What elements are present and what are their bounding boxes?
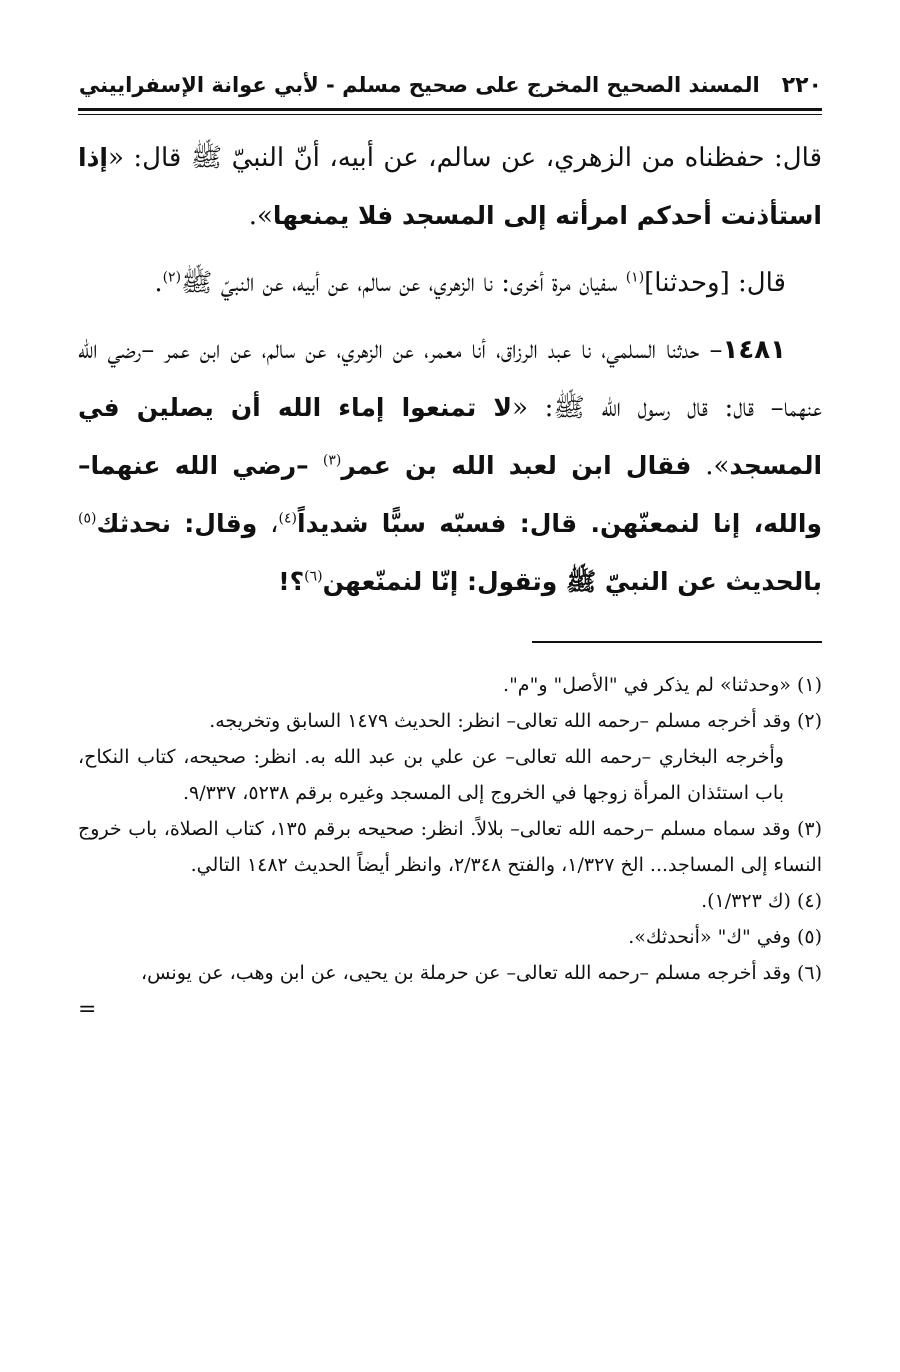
hadith-isnad: – حدثنا السلمي، نا عبد الرزاق، أنا معمر، عن الزهري، عن سالم، عن ابن عمر –رضي الله عنهما– قال: قال رسول الله ﷺ: « (78, 335, 822, 423)
footnote-text: وقد أخرجه مسلم –رحمه الله تعالى– عن حرملة بن يحيى، عن ابن وهب، عن يونس، (141, 962, 797, 984)
page (78, 64, 822, 1332)
hadith-text-c: ، (257, 509, 279, 539)
hadith-bold-3: –رضي الله عنهما– والله، إنا لنمعنّهن. قال: فسبّه سبًّا شديداً (78, 451, 822, 538)
header-rule-thick (78, 108, 822, 111)
footnote-mark: (٢) (796, 710, 822, 732)
footnote-2 (78, 703, 822, 739)
page-number: ٢٢٠ (781, 72, 822, 98)
paragraph-2 (78, 255, 822, 312)
footnote-3 (78, 811, 822, 883)
hadith-bold-5: بالحديث عن النبيّ ﷺ وتقول: إنّا لنمنّعهن (322, 567, 822, 596)
hadith-bold-2: فقال ابن لعبد الله بن عمر (341, 451, 692, 480)
hadith-matn: لا تمنعوا إماء الله أن يصلين في المسجد (78, 393, 823, 480)
footnote-ref-5[interactable]: (٥) (78, 510, 97, 527)
footnote-text: وفي "ك" «أنحدثك». (628, 926, 797, 948)
footnote-ref-1[interactable]: (١) (625, 269, 645, 286)
p1-quote: إذا استأذنت أحدكم امرأته إلى المسجد فلا يمنعها (78, 143, 822, 230)
footnote-ref-4[interactable]: (٤) (278, 510, 298, 527)
footnote-text: وقد سماه مسلم –رحمه الله تعالى– بلالاً. انظر: صحيحه برقم ١٣٥، كتاب الصلاة، باب خروج النساء إلى المساجد... الخ ١/٣٢٧، والفتح ٢/٣٤٨، وانظر أيضاً الحديث ١٤٨٢ التالي. (78, 818, 822, 876)
footnote-text: وقد أخرجه مسلم –رحمه الله تعالى– انظر: الحديث ١٤٧٩ السابق وتخريجه. (209, 710, 797, 732)
hadith-end: ؟! (278, 567, 305, 596)
p2-text-b: سفيان مرة أخرى: نا الزهري، عن سالم، عن أبيه، عن النبيّ ﷺ (181, 268, 626, 298)
footnote-mark: (٣) (796, 818, 822, 840)
hadith-1481 (78, 322, 822, 611)
footnote-5 (78, 919, 822, 955)
footnote-mark: (٦) (796, 962, 822, 984)
footnote-4 (78, 883, 822, 919)
p2-text-a: قال: [وحدثنا] (644, 268, 786, 298)
footnote-1 (78, 667, 822, 703)
footnote-2-continued (78, 739, 822, 811)
footnote-text: «وحدثنا» لم يذكر في "الأصل" و"م". (503, 674, 797, 696)
footnote-mark: (٥) (796, 926, 822, 948)
running-title: المسند الصحيح المخرج على صحيح مسلم - لأبي عوانة الإسفراييني (78, 73, 760, 97)
hadith-bold-4: وقال: نحدثك (96, 509, 258, 538)
p1-text: قال: حفظناه من الزهري، عن سالم، عن أبيه، أنّ النبيّ ﷺ قال: « (107, 143, 822, 173)
hadith-number: ١٤٨١ (722, 335, 786, 365)
footnotes (78, 667, 822, 1021)
footnote-mark: (٤) (796, 890, 822, 912)
footnote-ref-6[interactable]: (٦) (304, 568, 323, 585)
hadith-text-b: ». (691, 451, 730, 481)
footnote-ref-3[interactable]: (٣) (322, 452, 342, 469)
main-text (78, 129, 822, 611)
running-header (78, 64, 822, 106)
footnote-ref-2[interactable]: (٢) (162, 269, 182, 286)
header-rule-thin (78, 114, 822, 115)
continuation-mark: = (78, 997, 97, 1022)
p1-end: ». (248, 201, 273, 231)
footnote-mark: (١) (796, 674, 822, 696)
footnote-separator (532, 641, 822, 643)
paragraph-1 (78, 129, 822, 245)
footnote-text: (ك ١/٣٢٣). (701, 890, 797, 912)
footnote-6 (78, 955, 822, 991)
p2-text-c: . (154, 268, 163, 298)
footnote-text: وأخرجه البخاري –رحمه الله تعالى– عن علي بن عبد الله به. انظر: صحيحه، كتاب النكاح، باب استئذان المرأة زوجها في الخروج إلى المسجد وغيره برقم ٥٢٣٨، ٩/٣٣٧. (78, 746, 784, 804)
